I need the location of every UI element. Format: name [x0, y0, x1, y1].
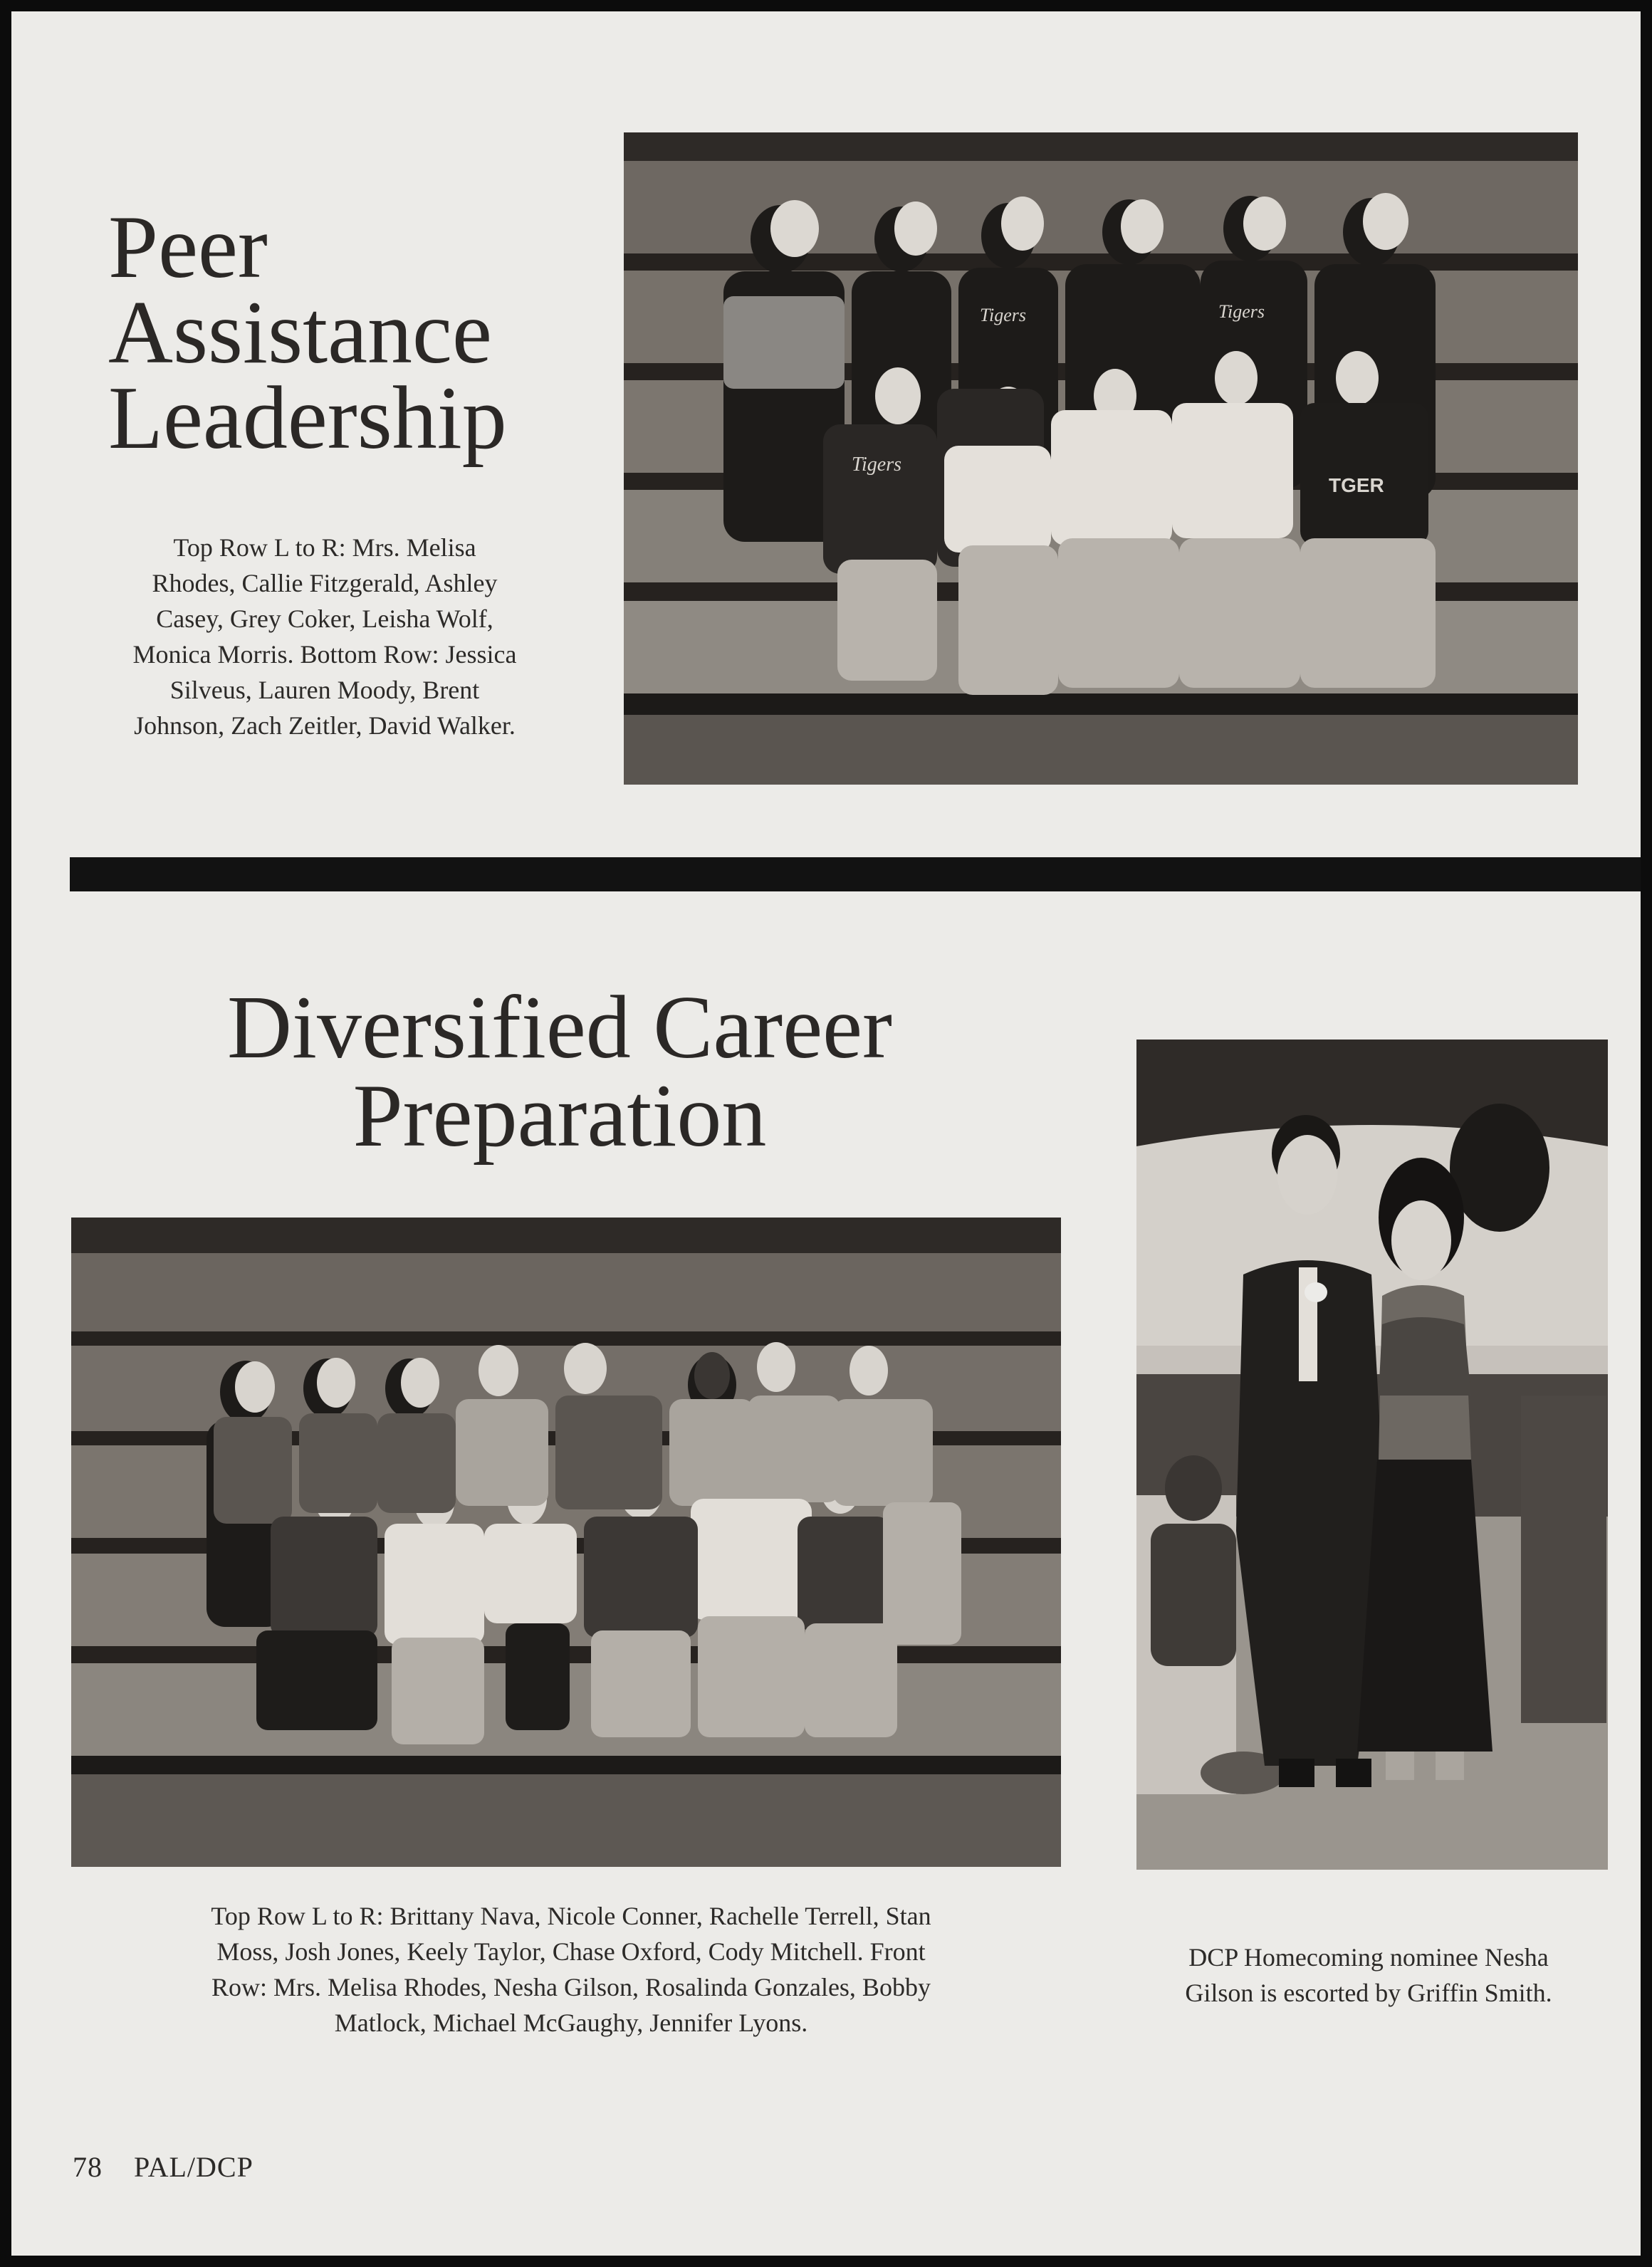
- pal-caption-line: Silveus, Lauren Moody, Brent: [169, 676, 480, 704]
- pal-caption-line: Casey, Grey Coker, Leisha Wolf,: [156, 604, 493, 633]
- dcp-title-line: Diversified Career: [226, 978, 893, 1077]
- pal-jersey-text: Tigers: [852, 454, 902, 476]
- yearbook-page: [11, 11, 1641, 2256]
- pal-caption-line: Rhodes, Callie Fitzgerald, Ashley: [152, 569, 498, 597]
- homecoming-caption-line: DCP Homecoming nominee Nesha: [1188, 1943, 1549, 1972]
- dcp-group-photo: [71, 1218, 1061, 1867]
- dcp-caption: [80, 1898, 1062, 2041]
- dcp-caption-line: Top Row L to R: Brittany Nava, Nicole Conner, Rachelle Terrell, Stan: [211, 1902, 931, 1930]
- pal-caption-line: Top Row L to R: Mrs. Melisa: [173, 533, 476, 562]
- pal-jersey-tger: TGER: [1329, 474, 1384, 496]
- dcp-title-line: Preparation: [352, 1067, 767, 1166]
- pal-caption: [68, 530, 581, 743]
- dcp-title: [125, 978, 994, 1166]
- pal-jersey-text-top: Tigers: [980, 305, 1027, 325]
- page-number: 78: [73, 2151, 103, 2183]
- homecoming-photo: [1136, 1040, 1608, 1870]
- pal-title-line: Assistance: [108, 283, 492, 382]
- dcp-caption-line: Row: Mrs. Melisa Rhodes, Nesha Gilson, Rosalinda Gonzales, Bobby: [211, 1973, 931, 2001]
- pal-jersey-text-top-2: Tigers: [1218, 301, 1265, 322]
- pal-title-line: Peer: [108, 198, 268, 297]
- pal-title-line: Leadership: [108, 369, 507, 468]
- dcp-caption-line: Matlock, Michael McGaughy, Jennifer Lyons.: [334, 2009, 808, 2037]
- page-footer: [73, 2150, 285, 2184]
- pal-caption-line: Johnson, Zach Zeitler, David Walker.: [134, 711, 516, 740]
- section-divider-bar: [70, 857, 1641, 891]
- dcp-caption-line: Moss, Josh Jones, Keely Taylor, Chase Oxford, Cody Mitchell. Front: [216, 1937, 926, 1966]
- pal-title: [108, 198, 607, 468]
- section-label: PAL/DCP: [134, 2151, 253, 2183]
- homecoming-caption-line: Gilson is escorted by Griffin Smith.: [1185, 1979, 1552, 2007]
- pal-caption-line: Monica Morris. Bottom Row: Jessica: [132, 640, 517, 669]
- pal-group-photo: [624, 132, 1578, 785]
- homecoming-caption: [1119, 1939, 1618, 2011]
